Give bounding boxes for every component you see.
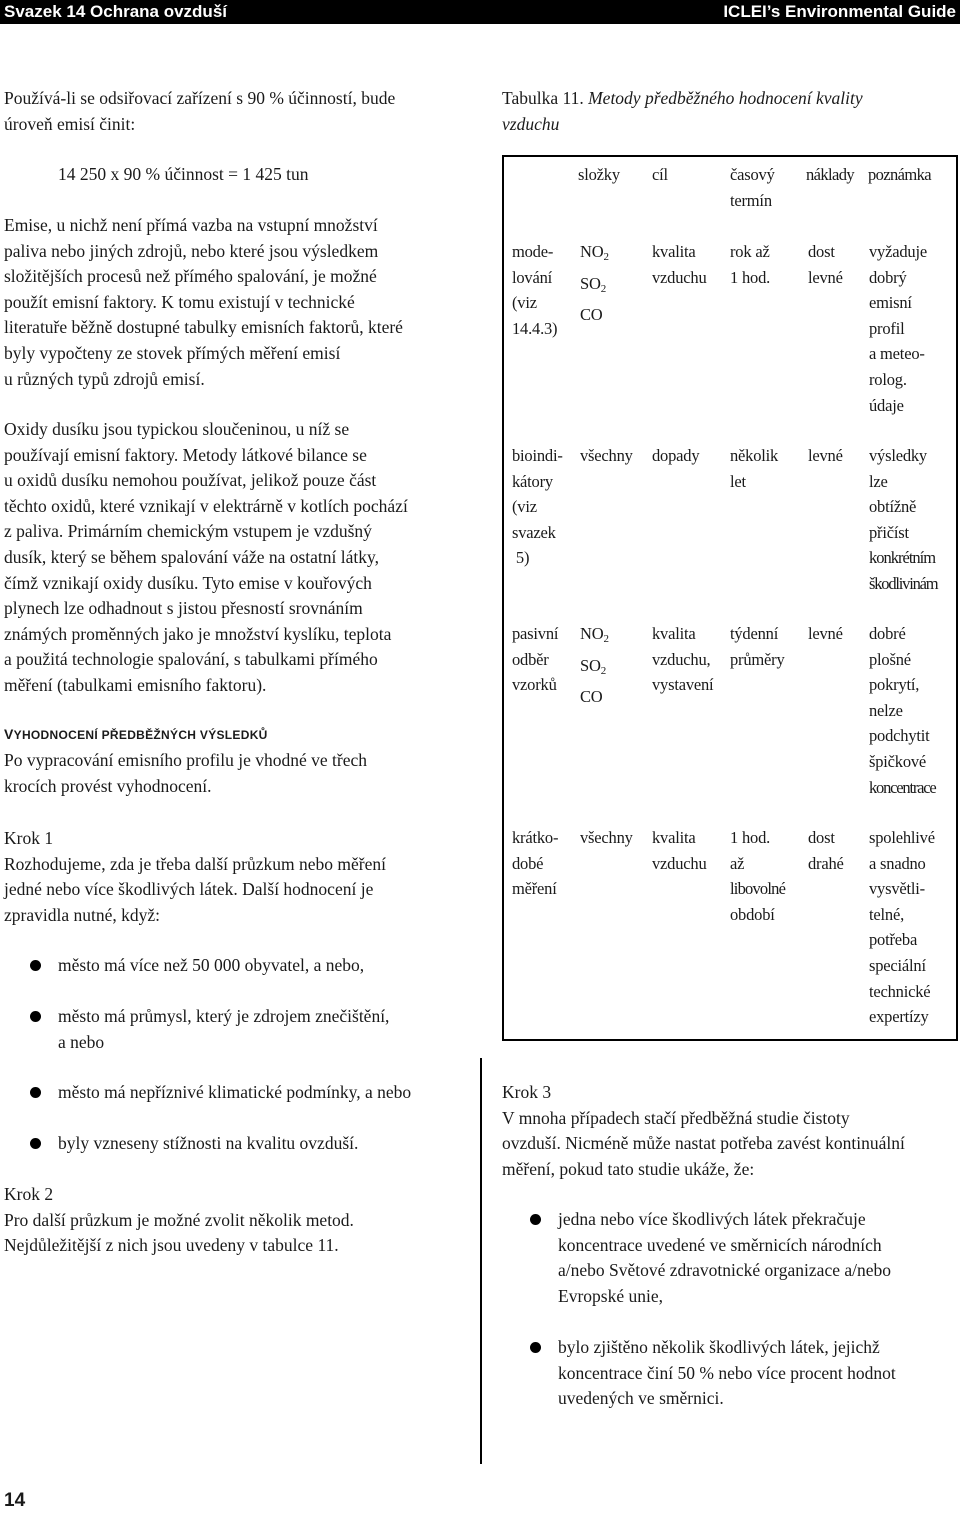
text-line: všechny [580, 446, 633, 465]
text-line: a meteo- [869, 344, 925, 364]
bullet-text [58, 1004, 389, 1055]
text-line: Evropské unie, [558, 1285, 663, 1306]
text-line: jedna nebo více škodlivých látek překračuje [558, 1209, 866, 1229]
text-line: měření, pokud tato studie ukáže, že: [502, 1158, 755, 1179]
text-line: škodlivinám [869, 573, 938, 593]
section-heading [4, 722, 474, 749]
table-row-4-termin [730, 825, 785, 927]
text-line: plošné [869, 649, 911, 669]
intro-paragraph [4, 86, 474, 137]
text-line [580, 653, 609, 685]
text-line: u různých typů zdrojů emisí. [4, 368, 205, 389]
table-row-2-method [512, 443, 563, 571]
table-row-4-cil [652, 825, 707, 876]
text-line [580, 302, 609, 328]
table-row-2-poznamka [869, 443, 937, 597]
text-line: všechny [580, 828, 633, 847]
text-line: technické [869, 981, 931, 1001]
text-line: dobré [869, 624, 906, 643]
column-divider [480, 1058, 482, 1464]
text-line: několik [730, 446, 779, 465]
text-line: těchto oxidů, které vznikají v elektrárně v kotlích pochází [4, 495, 408, 516]
table-row-4-naklady [808, 825, 844, 876]
list-item [530, 1335, 958, 1413]
text-line: vzduchu, [652, 649, 711, 669]
text-line: vystavení [652, 675, 714, 695]
text-line: vzorků [512, 675, 557, 695]
text-line: byly vypočteny ze stovek přímých měření emisí [4, 342, 341, 363]
formula: NO [580, 624, 604, 643]
krok3-title: Krok 3 [502, 1082, 552, 1102]
text-line: Nejdůležitější z nich jsou uvedeny v tabulce 11. [4, 1235, 339, 1256]
text-line: a nebo [58, 1031, 105, 1052]
bullet-icon [30, 1138, 41, 1149]
header-guide-title: ICLEI’s Environmental Guide [723, 2, 956, 21]
table-row-3-naklady [808, 621, 843, 647]
bullet-icon [30, 1011, 41, 1022]
table-row-2-termin [730, 443, 778, 494]
table-left-rule [502, 155, 504, 1041]
text-line: lze [869, 471, 888, 491]
text-line: levné [808, 446, 843, 465]
text-line: levné [808, 624, 843, 643]
text-line: expertízy [869, 1007, 929, 1027]
table-row-1-cil [652, 239, 707, 290]
text-line: Po vypracování emisního profilu je vhodné ve třech [4, 750, 368, 770]
text-line: kvalita [652, 828, 696, 847]
text-line: pasivní [512, 624, 559, 643]
text-line: z paliva. Primárním chemickým vstupem je vzdušný [4, 521, 372, 542]
text-line: až [730, 853, 745, 873]
heading-rest: YHODNOCENÍ PŘEDBĚŽNÝCH VÝSLEDKŮ [13, 728, 268, 742]
text-line: údaje [869, 395, 904, 415]
text-line: emisní [869, 293, 912, 313]
text-line: termín [730, 190, 772, 210]
text-line: paliva nebo jiných zdrojů, nebo které jsou výsledkem [4, 240, 379, 261]
text-line: 1 hod. [730, 267, 771, 287]
text-line: bylo zjištěno několik škodlivých látek, jejichž [558, 1337, 880, 1357]
table-row-2-cil [652, 443, 699, 469]
table-row-3-slozky [580, 621, 609, 710]
krok3-block [502, 1080, 958, 1182]
table-right-rule [956, 155, 958, 1041]
text-line: jedné nebo více škodlivých látek. Další hodnocení je [4, 879, 374, 900]
text-line: 1 hod. [730, 828, 771, 847]
page-header [0, 0, 960, 24]
text-line: profil [869, 318, 905, 338]
table-row-3-poznamka [869, 621, 936, 800]
text-line: výsledky [869, 446, 927, 465]
text-line: úroveň emisí činit: [4, 113, 136, 134]
text-line: let [730, 471, 746, 491]
text-line: vyžaduje [869, 242, 927, 261]
text-line: kátory [512, 471, 553, 491]
text-line: speciální [869, 955, 926, 975]
table-caption-title: Metody předběžného hodnocení kvality [588, 88, 863, 108]
text-line: rolog. [869, 369, 907, 389]
text-line: známých proměnných jako je množství kyslíku, teplota [4, 623, 392, 644]
text-line: dobrý [869, 267, 907, 287]
col-header-poznamka: poznámka [868, 165, 932, 184]
list-item [30, 1004, 480, 1056]
text-line: zpravidla nutné, když: [4, 904, 160, 925]
text-line: 5) [512, 548, 530, 568]
subscript: 2 [600, 664, 607, 677]
paragraph-evaluation [4, 748, 474, 799]
text-line: kvalita [652, 242, 696, 261]
bullet-icon [530, 1342, 541, 1353]
text-line: mode- [512, 242, 554, 261]
text-line: vzduchu [652, 267, 707, 287]
text-line: používají emisní faktory. Metody látkové bilance se [4, 444, 367, 465]
text-line: použít emisní faktory. K tomu existují v technické [4, 291, 355, 312]
col-header-cil: cíl [652, 165, 668, 184]
text-line: bioindi- [512, 446, 563, 465]
table-row-1-method [512, 239, 557, 341]
bullet-text [558, 1335, 896, 1412]
krok1-title: Krok 1 [4, 828, 54, 848]
text-line: týdenní [730, 624, 779, 643]
formula: CO [580, 687, 603, 707]
text-line: levné [808, 267, 843, 287]
table-bottom-rule [502, 1039, 958, 1041]
text-line: přičíst [869, 522, 909, 542]
krok1-block [4, 826, 474, 928]
table-caption-label: Tabulka 11. [502, 88, 584, 108]
text-line: obtížně [869, 497, 917, 517]
table-row-2-slozky [580, 443, 633, 469]
bullet-icon [530, 1214, 541, 1225]
table-caption [502, 86, 958, 137]
text-line: telné, [869, 904, 904, 924]
text-line: město má průmysl, který je zdrojem znečištění, [58, 1006, 390, 1026]
formula: SO [580, 655, 601, 675]
table-top-rule [502, 155, 958, 157]
text-line: nelze [869, 700, 903, 720]
text-line: koncentrace [869, 777, 936, 797]
text-line: rok až [730, 242, 770, 261]
text-line: (viz [512, 293, 537, 313]
text-line: drahé [808, 853, 844, 873]
subscript: 2 [600, 282, 607, 295]
text-line: koncentrace činí 50 % nebo více procent hodnot [558, 1362, 896, 1383]
text-line: a/nebo Světové zdravotnické organizace a/nebo [558, 1260, 892, 1281]
text-line: lování [512, 267, 553, 287]
text-line: Emise, u nichž není přímá vazba na vstupní množství [4, 215, 378, 235]
text-line: spolehlivé [869, 828, 935, 847]
text-line: časový [730, 165, 775, 184]
list-item [530, 1207, 958, 1311]
text-line: 14.4.3) [512, 318, 558, 338]
krok2-block [4, 1182, 474, 1259]
text-line: uvedených ve směrnici. [558, 1388, 724, 1409]
text-line: u oxidů dusíku nemohou používat, jelikož pouze část [4, 470, 377, 491]
subscript: 2 [603, 633, 609, 645]
table-row-3-cil [652, 621, 713, 698]
text-line: město má více než 50 000 obyvatel, a nebo, [58, 955, 365, 975]
text-line: a použitá technologie spalování, s tabulkami přímého [4, 649, 378, 670]
text-line: ovzduší. Nicméně může nastat potřeba zavést kontinuální [502, 1133, 905, 1154]
text-line: Používá-li se odsiřovací zařízení s 90 % účinností, bude [4, 88, 396, 108]
formula: CO [580, 305, 603, 325]
subscript: 2 [603, 251, 609, 263]
table-row-4-poznamka [869, 825, 935, 1030]
text-line: konkrétním [869, 548, 936, 568]
text-line: krocích provést vyhodnocení. [4, 775, 212, 796]
text-line: V mnoha případech stačí předběžná studie čistoty [502, 1107, 850, 1128]
krok2-title: Krok 2 [4, 1184, 54, 1204]
text-line [580, 239, 609, 271]
text-line: libovolné [730, 879, 786, 899]
paragraph-nitrogen-oxides [4, 417, 474, 699]
paragraph-emission-factors [4, 213, 474, 392]
col-header-slozky: složky [578, 165, 620, 184]
text-line: svazek [512, 522, 556, 542]
table-row-4-slozky [580, 825, 633, 851]
table-caption-title-cont: vzduchu [502, 113, 560, 134]
table-row-1-naklady [808, 239, 843, 290]
text-line: vysvětli- [869, 879, 925, 899]
bullet-text [558, 1207, 891, 1309]
text-line [580, 684, 609, 710]
col-header-naklady: náklady [806, 165, 855, 184]
text-line: město má nepříznivé klimatické podmínky, a nebo [58, 1082, 412, 1102]
text-line: odběr [512, 649, 549, 669]
table-row-1-termin [730, 239, 770, 290]
formula: NO [580, 242, 604, 261]
text-line: čímž vznikají oxidy dusíku. Tyto emise v kouřových [4, 572, 372, 593]
text-line: dusík, který se během spalování váže na ostatní látky, [4, 546, 380, 567]
table-row-4-method [512, 825, 558, 902]
text-line: dost [808, 828, 835, 847]
text-line: Pro další průzkum je možné zvolit několik metod. [4, 1209, 354, 1230]
text-line: Oxidy dusíku jsou typickou sloučeninou, u níž se [4, 419, 350, 439]
text-line: potřeba [869, 930, 918, 950]
text-line [580, 621, 609, 653]
text-line: pokrytí, [869, 675, 920, 695]
text-line: špičkové [869, 751, 927, 771]
text-line: dobé [512, 853, 544, 873]
text-line: období [730, 904, 775, 924]
table-row-3-method [512, 621, 558, 698]
text-line: dopady [652, 446, 700, 465]
text-line: koncentrace uvedené ve směrnicích národních [558, 1234, 882, 1255]
text-line: (viz [512, 497, 537, 517]
text-line: Rozhodujeme, zda je třeba další průzkum nebo měření [4, 853, 386, 874]
heading-initial: V [4, 726, 14, 742]
text-line: průměry [730, 649, 785, 669]
formula-line: 14 250 x 90 % účinnost = 1 425 tun [58, 164, 309, 184]
text-line [580, 271, 609, 303]
text-line: kvalita [652, 624, 696, 643]
table-row-1-slozky [580, 239, 609, 328]
text-line: podchytit [869, 726, 930, 746]
text-line: literatuře běžně dostupné tabulky emisních faktorů, které [4, 317, 403, 338]
text-line: byly vzneseny stížnosti na kvalitu ovzduší. [58, 1133, 359, 1153]
text-line: vzduchu [652, 853, 707, 873]
text-line: měření (tabulkami emisního faktoru). [4, 674, 267, 695]
page-number: 14 [4, 1490, 26, 1511]
table-row-3-termin [730, 621, 785, 672]
text-line: a snadno [869, 853, 926, 873]
bullet-icon [30, 960, 41, 971]
text-line: měření [512, 879, 557, 899]
text-line: krátko- [512, 828, 559, 847]
text-line: dost [808, 242, 835, 261]
text-line: složitějších procesů než přímého spalování, je možné [4, 266, 377, 287]
bullet-icon [30, 1087, 41, 1098]
col-header-termin [730, 162, 775, 213]
header-volume-title: Svazek 14 Ochrana ovzduší [4, 2, 227, 21]
text-line: plynech lze odhadnout s jistou přesností srovnáním [4, 598, 363, 619]
formula: SO [580, 273, 601, 293]
table-row-2-naklady [808, 443, 843, 469]
table-row-1-poznamka [869, 239, 927, 418]
